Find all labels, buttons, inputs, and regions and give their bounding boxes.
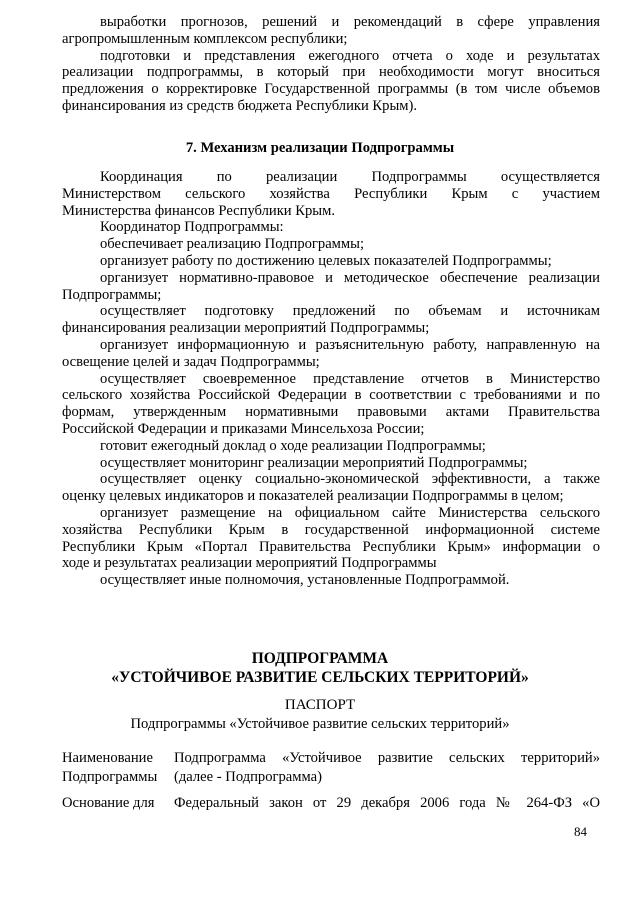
label-line: Подпрограммы — [62, 769, 158, 785]
text-line: организует работу по достижению целевых показателей Подпрограммы; — [100, 252, 552, 269]
passport-row-label — [62, 749, 172, 787]
passport-row-value — [174, 794, 600, 813]
text-line: сельского хозяйства Российской Федерации в соответствии с требованиями и по — [62, 387, 600, 404]
text-line: Министерством сельского хозяйства Республики Крым с участием — [62, 185, 600, 202]
text-line: оценку целевых индикаторов и показателей реализации Подпрограммы в целом; — [62, 488, 564, 505]
text-line: организует размещение на официальном сайте Министерства сельского — [100, 504, 600, 521]
text-line: подготовки и представления ежегодного отчета о ходе и результатах — [100, 47, 600, 64]
text-line: Республики Крым «Портал Правительства Республики Крым» информации о — [62, 538, 600, 555]
text-line: осуществляет своевременное представление отчетов в Министерство — [100, 370, 600, 387]
text-line: формам, утвержденным нормативными правовыми актами Правительства — [62, 404, 600, 421]
text-line: Российской Федерации и приказами Минсельхоза России; — [62, 420, 425, 437]
value-line: Подпрограмма «Устойчивое развитие сельских территорий» — [174, 750, 600, 766]
passport-row-name — [62, 749, 600, 789]
text-line: осуществляет оценку социально-экономической эффективности, а также — [100, 471, 600, 488]
page-number: 84 — [574, 824, 587, 839]
passport-title: ПАСПОРТ — [284, 697, 356, 713]
passport-row-value — [174, 749, 600, 787]
text-line: Координатор Подпрограммы: — [100, 219, 284, 236]
subprogram-title-line: «УСТОЙЧИВОЕ РАЗВИТИЕ СЕЛЬСКИХ ТЕРРИТОРИЙ» — [111, 669, 529, 686]
passport-row-label — [62, 794, 172, 813]
label-line: Основание для — [62, 795, 155, 811]
text-line: организует нормативно-правовое и методическое обеспечение реализации — [100, 269, 600, 286]
text-line: Подпрограммы; — [62, 286, 162, 303]
value-line: (далее - Подпрограмма) — [174, 769, 322, 785]
text-line: осуществляет иные полномочия, установленные Подпрограммой. — [100, 572, 510, 589]
text-line: готовит ежегодный доклад о ходе реализации Подпрограммы; — [100, 437, 486, 454]
text-line: осуществляет мониторинг реализации мероприятий Подпрограммы; — [100, 454, 528, 471]
text-line: реализации подпрограммы, в который при необходимости могут вноситься — [62, 64, 600, 81]
text-line: хозяйства Республики Крым в государственной информационной системе — [62, 521, 600, 538]
text-line: предложения о корректировке Государственной программы (в том числе объемов — [62, 81, 600, 98]
text-line: агропромышленным комплексом республики; — [62, 30, 348, 47]
text-line: Координация по реализации Подпрограммы осуществляется — [100, 169, 600, 185]
text-line: выработки прогнозов, решений и рекомендаций в сфере управления — [100, 14, 600, 30]
passport-subtitle: Подпрограммы «Устойчивое развитие сельских территорий» — [130, 716, 510, 732]
subprogram-title — [0, 649, 640, 687]
passport-row-basis — [62, 794, 600, 814]
text-line: финансирования реализации мероприятий Подпрограммы; — [62, 320, 430, 337]
text-line: освещение целей и задач Подпрограммы; — [62, 353, 320, 370]
text-line: осуществляет подготовку предложений по объемам и источникам — [100, 303, 600, 320]
text-line: обеспечивает реализацию Подпрограммы; — [100, 236, 364, 253]
text-line: финансирования из средств бюджета Республики Крым). — [62, 97, 418, 114]
section-heading: 7. Механизм реализации Подпрограммы — [185, 140, 455, 156]
subprogram-title-line: ПОДПРОГРАММА — [251, 650, 389, 667]
text-line: Министерства финансов Республики Крым. — [62, 202, 335, 219]
label-line: Наименование — [62, 750, 153, 766]
section-body — [62, 169, 600, 589]
text-line: ходе и результатах реализации мероприятий Подпрограммы — [62, 555, 437, 572]
intro-paragraphs — [62, 14, 600, 115]
value-line: Федеральный закон от 29 декабря 2006 года № 264-ФЗ «О — [174, 795, 600, 811]
text-line: организует информационную и разъяснительную работу, направленную на — [100, 336, 600, 353]
